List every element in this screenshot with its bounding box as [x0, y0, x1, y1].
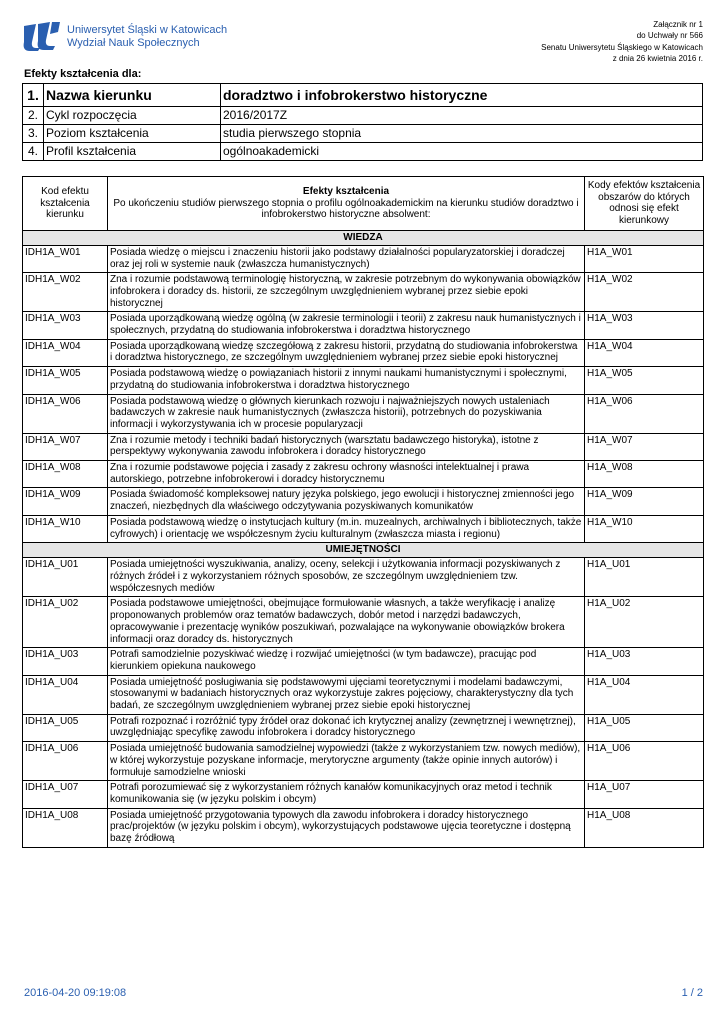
footer-page-number: 1 / 2	[681, 987, 703, 999]
outcome-row	[23, 714, 704, 741]
program-info-table	[22, 83, 703, 161]
info-label: Nazwa kierunku	[44, 84, 221, 107]
outcome-description: Posiada podstawową wiedzę o głównych kierunkach rozwoju i najważniejszych nowych ustaleniach badawczych w zakresie nauk humanistycznych (zwłaszcza historii), potrzebnych do pozyskiwania informacji i wykorzystywania ich w procesie popularyzacji	[108, 394, 585, 433]
info-label: Poziom kształcenia	[44, 125, 221, 143]
area-code: H1A_W08	[585, 461, 704, 488]
outcome-code: IDH1A_U03	[23, 648, 108, 675]
outcome-row	[23, 515, 704, 542]
outcome-description: Potrafi samodzielnie pozyskiwać wiedzę i rozwijać umiejętności (w tym badawcze), pracując pod kierunkiem opiekuna naukowego	[108, 648, 585, 675]
outcome-description: Posiada wiedzę o miejscu i znaczeniu historii jako podstawy działalności popularyzatorskiej i doradczej oraz jej roli w systemie nauk (zwłaszcza humanistycznych)	[108, 245, 585, 272]
section-row	[23, 543, 704, 558]
outcome-code: IDH1A_U07	[23, 781, 108, 808]
info-row	[23, 125, 703, 143]
area-code: H1A_W02	[585, 273, 704, 312]
outcome-code: IDH1A_W08	[23, 461, 108, 488]
outcome-code: IDH1A_W03	[23, 312, 108, 339]
area-code: H1A_U06	[585, 742, 704, 781]
outcomes-table	[22, 176, 704, 848]
area-code: H1A_W09	[585, 488, 704, 515]
university-header	[67, 24, 227, 50]
outcome-row	[23, 648, 704, 675]
outcome-description: Zna i rozumie podstawową terminologię historyczną, w zakresie potrzebnym do wykonywania obowiązków infobrokera i doradcy ds. historii, ze szczególnym uwzględnieniem wybranej przez siebie epoki historycznej	[108, 273, 585, 312]
university-name: Uniwersytet Śląski w Katowicach	[67, 24, 228, 36]
area-code: H1A_W10	[585, 515, 704, 542]
outcome-code: IDH1A_W01	[23, 245, 108, 272]
outcome-row	[23, 433, 704, 460]
outcome-row	[23, 808, 704, 847]
outcome-description: Posiada uporządkowaną wiedzę szczegółową z zakresu historii, przydatną do studiowania infobrokerstwa i doradztwa historycznego, ze szczególnym uwzględnieniem wybranej przez siebie epoki historycznej	[108, 339, 585, 366]
info-label: Profil kształcenia	[44, 143, 221, 161]
area-code: H1A_U04	[585, 675, 704, 714]
section-title: UMIEJĘTNOŚCI	[23, 543, 704, 558]
outcome-row	[23, 394, 704, 433]
info-value: studia pierwszego stopnia	[221, 125, 703, 143]
annex-note	[541, 19, 703, 64]
outcome-description: Posiada umiejętność posługiwania się podstawowymi ujęciami teoretycznymi i modelami badawczymi, stosowanymi w badaniach historycznych oraz wykorzystuje zakres pojęciowy, charakterystyczny dla tych badań, ze szczególnym uwzględnieniem wybranej przez siebie epoki historycznej	[108, 675, 585, 714]
outcome-row	[23, 461, 704, 488]
outcome-row	[23, 339, 704, 366]
footer-timestamp: 2016-04-20 09:19:08	[24, 987, 127, 999]
outcome-code: IDH1A_U05	[23, 714, 108, 741]
info-value: doradztwo i infobrokerstwo historyczne	[221, 84, 703, 107]
outcome-row	[23, 558, 704, 597]
outcome-description: Zna i rozumie podstawowe pojęcia i zasady z zakresu ochrony własności intelektualnej i prawa autorskiego, potrzebne infobrokerowi i doradcy historycznemu	[108, 461, 585, 488]
info-row	[23, 143, 703, 161]
header-outcomes-title: Efekty kształcenia	[302, 185, 390, 197]
outcomes-body	[23, 230, 704, 847]
outcome-description: Posiada umiejętność budowania samodzielnej wypowiedzi (także z wykorzystaniem tzw. nowych mediów), w której wykorzystuje pozyskane informacje, merytoryczne argumenty (także opinie innych autorów) i formułuje samodzielne wnioski	[108, 742, 585, 781]
outcome-description: Posiada świadomość kompleksowej natury języka polskiego, jego ewolucji i historycznej zmienności jego znaczeń, niezbędnych dla właściwego odczytywania pozyskiwanych komunikatów	[108, 488, 585, 515]
outcome-code: IDH1A_W02	[23, 273, 108, 312]
outcome-description: Posiada umiejętności wyszukiwania, analizy, oceny, selekcji i użytkowania informacji pozyskiwanych z różnych źródeł i z wykorzystaniem różnych sposobów, ze szczególnym uwzględnieniem tzw. współczesnych mediów	[108, 558, 585, 597]
area-code: H1A_W06	[585, 394, 704, 433]
section-row	[23, 230, 704, 245]
outcome-row	[23, 312, 704, 339]
area-code: H1A_U02	[585, 597, 704, 648]
outcomes-header-row	[23, 177, 704, 231]
outcome-row	[23, 675, 704, 714]
annex-line: Załącznik nr 1	[653, 20, 703, 29]
outcome-code: IDH1A_U08	[23, 808, 108, 847]
info-num: 2.	[23, 107, 44, 125]
outcome-row	[23, 245, 704, 272]
outcome-code: IDH1A_W09	[23, 488, 108, 515]
info-row	[23, 84, 703, 107]
outcome-row	[23, 597, 704, 648]
outcome-description: Potrafi porozumiewać się z wykorzystaniem różnych kanałów komunikacyjnych oraz metod i technik komunikowania się (w języku polskim i obcym)	[108, 781, 585, 808]
outcome-row	[23, 273, 704, 312]
area-code: H1A_U08	[585, 808, 704, 847]
outcome-code: IDH1A_U06	[23, 742, 108, 781]
outcome-code: IDH1A_U02	[23, 597, 108, 648]
area-code: H1A_U03	[585, 648, 704, 675]
outcome-code: IDH1A_W10	[23, 515, 108, 542]
outcome-description: Posiada podstawowe umiejętności, obejmujące formułowanie własnych, a także weryfikację i analizę proponowanych problemów oraz tematów badawczych, dobór metod i narzędzi badawczych, opracowywanie i prezentację wyników poszukiwań, pozwalające na wykonywanie obowiązków brokera informacji oraz doradcy ds. historycznych	[108, 597, 585, 648]
area-code: H1A_U05	[585, 714, 704, 741]
header-area-column: Kody efektów kształcenia obszarów do których odnosi się efekt kierunkowy	[585, 177, 704, 231]
header-outcomes-subtitle: Po ukończeniu studiów pierwszego stopnia o profilu ogólnoakademickim na kierunku studiów doradztwo i infobrokerstwo historyczne absolwent:	[113, 197, 579, 221]
faculty-name: Wydział Nauk Społecznych	[67, 37, 200, 49]
annex-line: z dnia 26 kwietnia 2016 r.	[612, 53, 703, 63]
university-logo-icon	[22, 22, 60, 52]
outcome-description: Posiada podstawową wiedzę o powiązaniach historii z innymi naukami humanistycznymi i społecznymi, przydatną do studiowania infobrokerstwa i doradztwa historycznego	[108, 367, 585, 394]
outcome-code: IDH1A_U01	[23, 558, 108, 597]
area-code: H1A_W03	[585, 312, 704, 339]
outcome-description: Posiada podstawową wiedzę o instytucjach kultury (m.in. muzealnych, archiwalnych i bibliotecznych, także cyfrowych) i orientację we współczesnym życiu kulturalnym (zwłaszcza miasta i regionu)	[108, 515, 585, 542]
area-code: H1A_U01	[585, 558, 704, 597]
info-num: 3.	[23, 125, 44, 143]
outcome-code: IDH1A_W04	[23, 339, 108, 366]
outcome-code: IDH1A_U04	[23, 675, 108, 714]
area-code: H1A_W07	[585, 433, 704, 460]
info-value: 2016/2017Z	[221, 107, 703, 125]
area-code: H1A_W04	[585, 339, 704, 366]
info-label: Cykl rozpoczęcia	[44, 107, 221, 125]
info-value: ogólnoakademicki	[221, 143, 703, 161]
outcome-code: IDH1A_W06	[23, 394, 108, 433]
outcome-description: Zna i rozumie metody i techniki badań historycznych (warsztatu badawczego historyka), istotne z perspektywy wykonywania zawodu infobrokera i doradcy historycznego	[108, 433, 585, 460]
annex-line: Senatu Uniwersytetu Śląskiego w Katowicach	[541, 42, 703, 52]
info-num: 1.	[23, 84, 44, 107]
section-label: Efekty kształcenia dla:	[24, 68, 142, 80]
info-row	[23, 107, 703, 125]
outcome-description: Posiada umiejętność przygotowania typowych dla zawodu infobrokera i doradcy historycznego prac/projektów (w języku polskim i obcym), wykorzystujących podstawowe ujęcia teoretyczne i dostępną bazę źródłową	[108, 808, 585, 847]
outcome-row	[23, 742, 704, 781]
outcome-code: IDH1A_W05	[23, 367, 108, 394]
area-code: H1A_U07	[585, 781, 704, 808]
area-code: H1A_W01	[585, 245, 704, 272]
outcome-row	[23, 488, 704, 515]
outcome-description: Posiada uporządkowaną wiedzę ogólną (w zakresie terminologii i teorii) z zakresu nauk humanistycznych i społecznych, przydatną do studiowania infobrokerstwa i doradztwa historycznego	[108, 312, 585, 339]
annex-line: do Uchwały nr 566	[636, 31, 703, 41]
area-code: H1A_W05	[585, 367, 704, 394]
section-title: WIEDZA	[23, 230, 704, 245]
outcome-row	[23, 781, 704, 808]
outcome-code: IDH1A_W07	[23, 433, 108, 460]
outcome-row	[23, 367, 704, 394]
outcome-description: Potrafi rozpoznać i rozróżnić typy źródeł oraz dokonać ich krytycznej analizy (zewnętrznej i wewnętrznej), uwzględniając specyfikę zawodu infobrokera i doradcy historycznego	[108, 714, 585, 741]
info-num: 4.	[23, 143, 44, 161]
header-outcomes-column	[108, 177, 585, 231]
header-code-column: Kod efektu kształcenia kierunku	[23, 177, 108, 231]
